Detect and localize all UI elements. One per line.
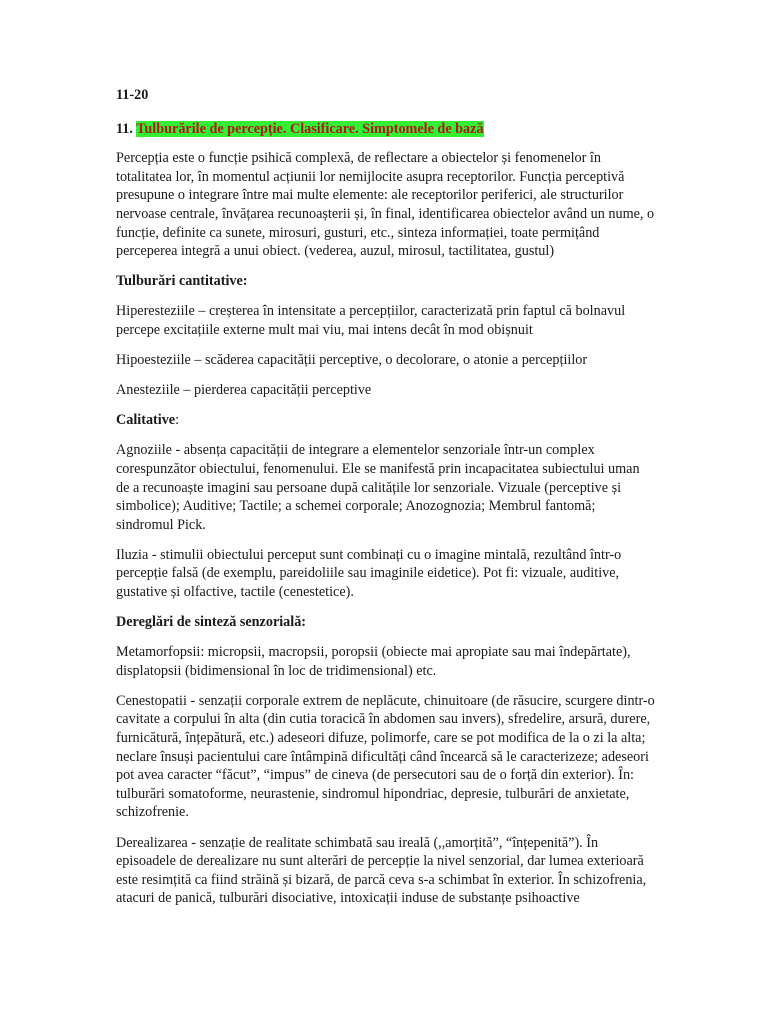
intro-paragraph: Percepția este o funcție psihică complexă, de reflectare a obiectelor și fenomenelor în totalitatea lor, în momentul acțiunii lor nemijlocite asupra receptorilor. Funcția perceptivă presupune o integrare între mai multe elemente: ale receptorilor periferici, ale structurilor nervoase centrale, învățarea recunoașterii și, în final, identificarea obiectelor având un nume, o funcție, definite ca sunete, mirosuri, gusturi, etc., sinteza informației, toate permițând perceperea integră a unui obiect. (vederea, auzul, mirosul, tactilitatea, gustul) bbox=[116, 150, 655, 260]
metamorphopsia-paragraph: Metamorfopsii: micropsii, macropsii, poropsii (obiecte mai apropiate sau mai îndepărtate), displatopsii (bidimensional în loc de tridimensional) etc. bbox=[116, 644, 631, 679]
qualitative-heading-colon: : bbox=[175, 412, 180, 429]
quantitative-heading: Tulburări cantitative: bbox=[116, 273, 248, 290]
agnosia-paragraph: Agnoziile - absența capacității de integrare a elementelor senzoriale într-un complex corespunzător obiectului, fenomenului. Ele se manifestă prin incapacitatea subiectului uman de a recunoaște imagini sau persoane după calitățile lor senzoriale. Vizuale (perceptive și simbolice); Auditive; Tactile; a schemei corporale; Anozognozia; Membrul fantomă; sindromul Pick. bbox=[116, 442, 640, 533]
hypoesthesia-paragraph: Hipoesteziile – scăderea capacității perceptive, o decolorare, o atonie a percepțiilor bbox=[116, 352, 588, 369]
heading-title-highlighted: Tulburările de percepție. Clasificare. Simptomele de bază bbox=[136, 120, 484, 137]
hyperesthesia-paragraph: Hiperesteziile – creșterea în intensitate a percepțiilor, caracterizată prin faptul că bolnavul percepe excitațiile externe mult mai viu, mai intens decât în mod obișnuit bbox=[116, 303, 626, 338]
synthesis-heading: Dereglări de sinteză senzorială: bbox=[116, 614, 307, 631]
page-range: 11-20 bbox=[116, 87, 149, 103]
derealization-paragraph: Derealizarea - senzație de realitate schimbată sau ireală (,,amorțită”, “înțepenită”). În episoadele de derealizare nu sunt alterări de percepție la nivel senzorial, dar lumea exterioară este resimțită ca fiind străină și bizară, de parcă ceva s-a schimbat în exterior. În schizofrenia, atacuri de panică, tulburări disociative, intoxicații induse de substanțe psihoactive bbox=[116, 834, 647, 907]
qualitative-heading bbox=[116, 411, 656, 430]
qualitative-heading-label: Calitative bbox=[116, 412, 176, 429]
cenesthopathy-paragraph: Cenestopatii - senzații corporale extrem de neplăcute, chinuitoare (de răsucire, scurgere dintr-o cavitate a corpului în alta (din cutia toracică în abdomen sau invers), sfredelire, arsură, durere, furnicătură, înțepătură, etc.) adeseori difuze, polimorfe, care se pot modifica de la o zi la alta; neclare însuși pacientului care întâmpină dificultăți când încearcă să le caracterizeze; adeseori pot avea caracter “făcut”, “impus” de cineva (de persecutori sau de o forță din exterior). În: tulburări somatoforme, neurastenie, sindromul hipondriac, depresie, tulburări de anxietate, schizofrenie. bbox=[116, 692, 655, 821]
heading-number: 11. bbox=[116, 120, 133, 137]
section-heading bbox=[116, 120, 656, 139]
anesthesia-paragraph: Anesteziile – pierderea capacității perceptive bbox=[116, 382, 372, 399]
illusion-paragraph: Iluzia - stimulii obiectului perceput sunt combinați cu o imagine mintală, rezultând într-o percepție falsă (de exemplu, pareidoliile sau imaginile eidetice). Pot fi: vizuale, auditive, gustative și olfactive, tactile (cenestetice). bbox=[116, 546, 622, 600]
document-page bbox=[116, 86, 656, 919]
